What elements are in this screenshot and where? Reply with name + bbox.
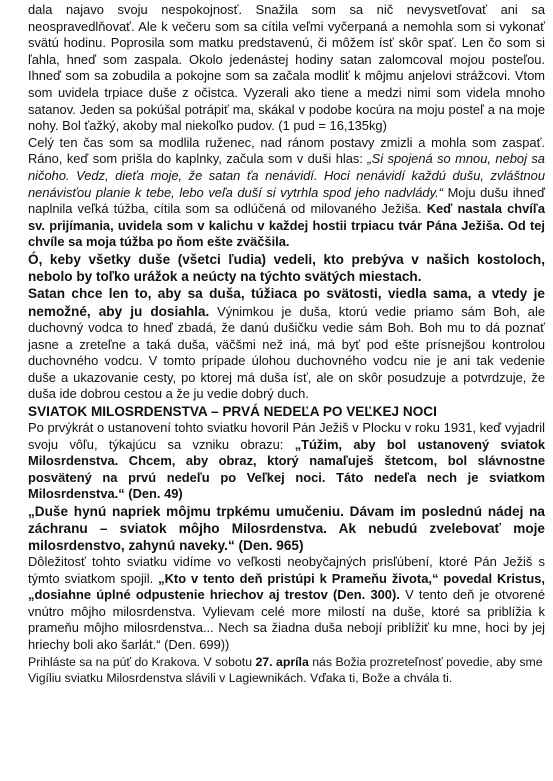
paragraph-3-bold: Ó, keby všetky duše (všetci ľudia) vedeli, kto prebýva v našich kostoloch, nebolo by toľko urážok a neúcty na týchto svätých miestach. bbox=[28, 251, 545, 284]
paragraph-8 bbox=[28, 654, 545, 687]
paragraph-7-intro: Dôležitosť tohto sviatku vidíme vo veľkosti neobyčajných prisľúbení, ktoré Pán Ježiš s týmto sviatkom spojil. bbox=[28, 554, 545, 586]
paragraph-2-bold: Keď nastala chvíľa sv. prijímania, uvidela som v kalichu v každej hostii trpiacu tvár Pána Ježiša. Od tej chvíle sa moja túžba po ňom ešte zväčšila. bbox=[28, 201, 545, 250]
paragraph-4-rest: Výnimkou je duša, ktorú vedie priamo sám Boh, ale duchovný vodca to hneď zbadá, že danú dušičku vedie sám Boh. Boh mu to dá poznať jasne a zreteľne a taká duša, väčšmi než iná, má byť pod ešte prísnejšou kontrolou duchovného vodcu. V tomto prípade úlohou duchovného vodcu nie je ani tak vedenie duše a ukazovanie cesty, po ktorej má duša ísť, ale on skôr posudzuje a potvrdzuje, že duša ide dobrou cestou a že ju vedie dobrý duch. bbox=[28, 303, 545, 402]
paragraph-4-bold: Satan chce len to, aby sa duša, túžiaca po svätosti, viedla sama, a vtedy je nemožné, aby ju dosiahla. bbox=[28, 285, 545, 319]
paragraph-7-quote: „Kto v tento deň pristúpi k Prameňu života,“ povedal Kristus, „dosiahne úplné odpustenie hriechov aj trestov (Den. 300). bbox=[28, 570, 545, 603]
paragraph-6-bold: „Duše hynú napriek môjmu trpkému umučeniu. Dávam im poslednú nádej na záchranu – sviatok môjho Milosrdenstva. Ak nebudú zvelebovať moje milosrdenstvo, zahynú naveky.“ (Den. 965) bbox=[28, 504, 545, 554]
paragraph-8-intro: Prihláste sa na púť do Krakova. V sobotu bbox=[28, 654, 256, 669]
paragraph-2-middle: Moju dušu ihneď naplnila veľká túžba, cítila som sa odlúčená od milovaného Ježiša. bbox=[28, 184, 546, 217]
paragraph-5 bbox=[28, 420, 545, 503]
paragraph-5-quote: „Túžim, aby bol ustanovený sviatok Milosrdenstva. Chcem, aby obraz, ktorý namaľuješ štetcom, bol slávnostne posvätený na prvú nedeľu po Veľkej noci. Táto nedeľa nech je sviatkom Milosrdenstva.“ (Den. 49) bbox=[28, 436, 545, 502]
section-heading: SVIATOK MILOSRDENSTVA – PRVÁ NEDEĽA PO VEĽKEJ NOCI bbox=[28, 404, 437, 420]
paragraph-5-intro: Po prvýkrát o ustanovení tohto sviatku hovoril Pán Ježiš v Plocku v roku 1931, keď vyjadril svoju vôľu, týkajúcu sa vzniku obrazu: bbox=[28, 420, 545, 452]
paragraph-7-rest: V tento deň je otvorené vnútro môjho milosrdenstva. Vylievam celé more milostí na duše, ktoré sa priblížia k prameňu môjho milosrdenstva... Nech sa žiadna duša nebojí priblížiť ku mne, hoci by jej hriechy boli ako šarlát.“ (Den. 699)) bbox=[28, 587, 545, 652]
paragraph-7 bbox=[28, 554, 545, 654]
paragraph-2 bbox=[28, 135, 545, 251]
paragraph-8-date: 27. apríla bbox=[255, 654, 309, 669]
paragraph-4 bbox=[28, 285, 545, 403]
paragraph-2-intro: Celý ten čas som sa modlila ruženec, nad ránom postavy zmizli a mohla som zaspať. Ráno, keď som prišla do kaplnky, začula som v duši hlas: bbox=[28, 134, 545, 167]
paragraph-8-rest: nás Božia prozreteľnosť povedie, aby sme Vigíliu sviatku Milosrdenstva slávili v Lagiewnikách. Vďaka ti, Bože a chvála ti. bbox=[28, 654, 543, 686]
paragraph-2-quote: „Si spojená so mnou, neboj sa ničoho. Vedz, dieťa moje, že satan ťa nenávidí. Hoci nenávidí každú dušu, zvláštnou nenávisťou planie k tebe, lebo veľa duší si vytrhla spod jeho nadvlády.“ bbox=[28, 151, 545, 200]
paragraph-1: dala najavo svoju nespokojnosť. Snažila som sa nič nevysvetľovať ani sa neospravedlňovať. Ale k večeru som sa cítila veľmi vyčerpaná a nemohla som si vykonať svätú hodinu. Poprosila som matku predstavenú, či môžem ísť skôr spať. Len čo som si ľahla, hneď som zaspala. Okolo jedenástej hodiny satan zalomcoval mojou posteľou. Ihneď som sa zobudila a pokojne som sa začala modliť k môjmu anjelovi strážcovi. Vtom som uvidela trpiace duše z očistca. Vyzerali ako tiene a medzi nimi som videla mnoho satanov. Jeden sa pokúšal potrápiť ma, skákal v podobe kocúra na moju posteľ a na moje nohy. Bol ťažký, akoby mal niekoľko pudov. (1 pud = 16,135kg) bbox=[28, 2, 545, 134]
